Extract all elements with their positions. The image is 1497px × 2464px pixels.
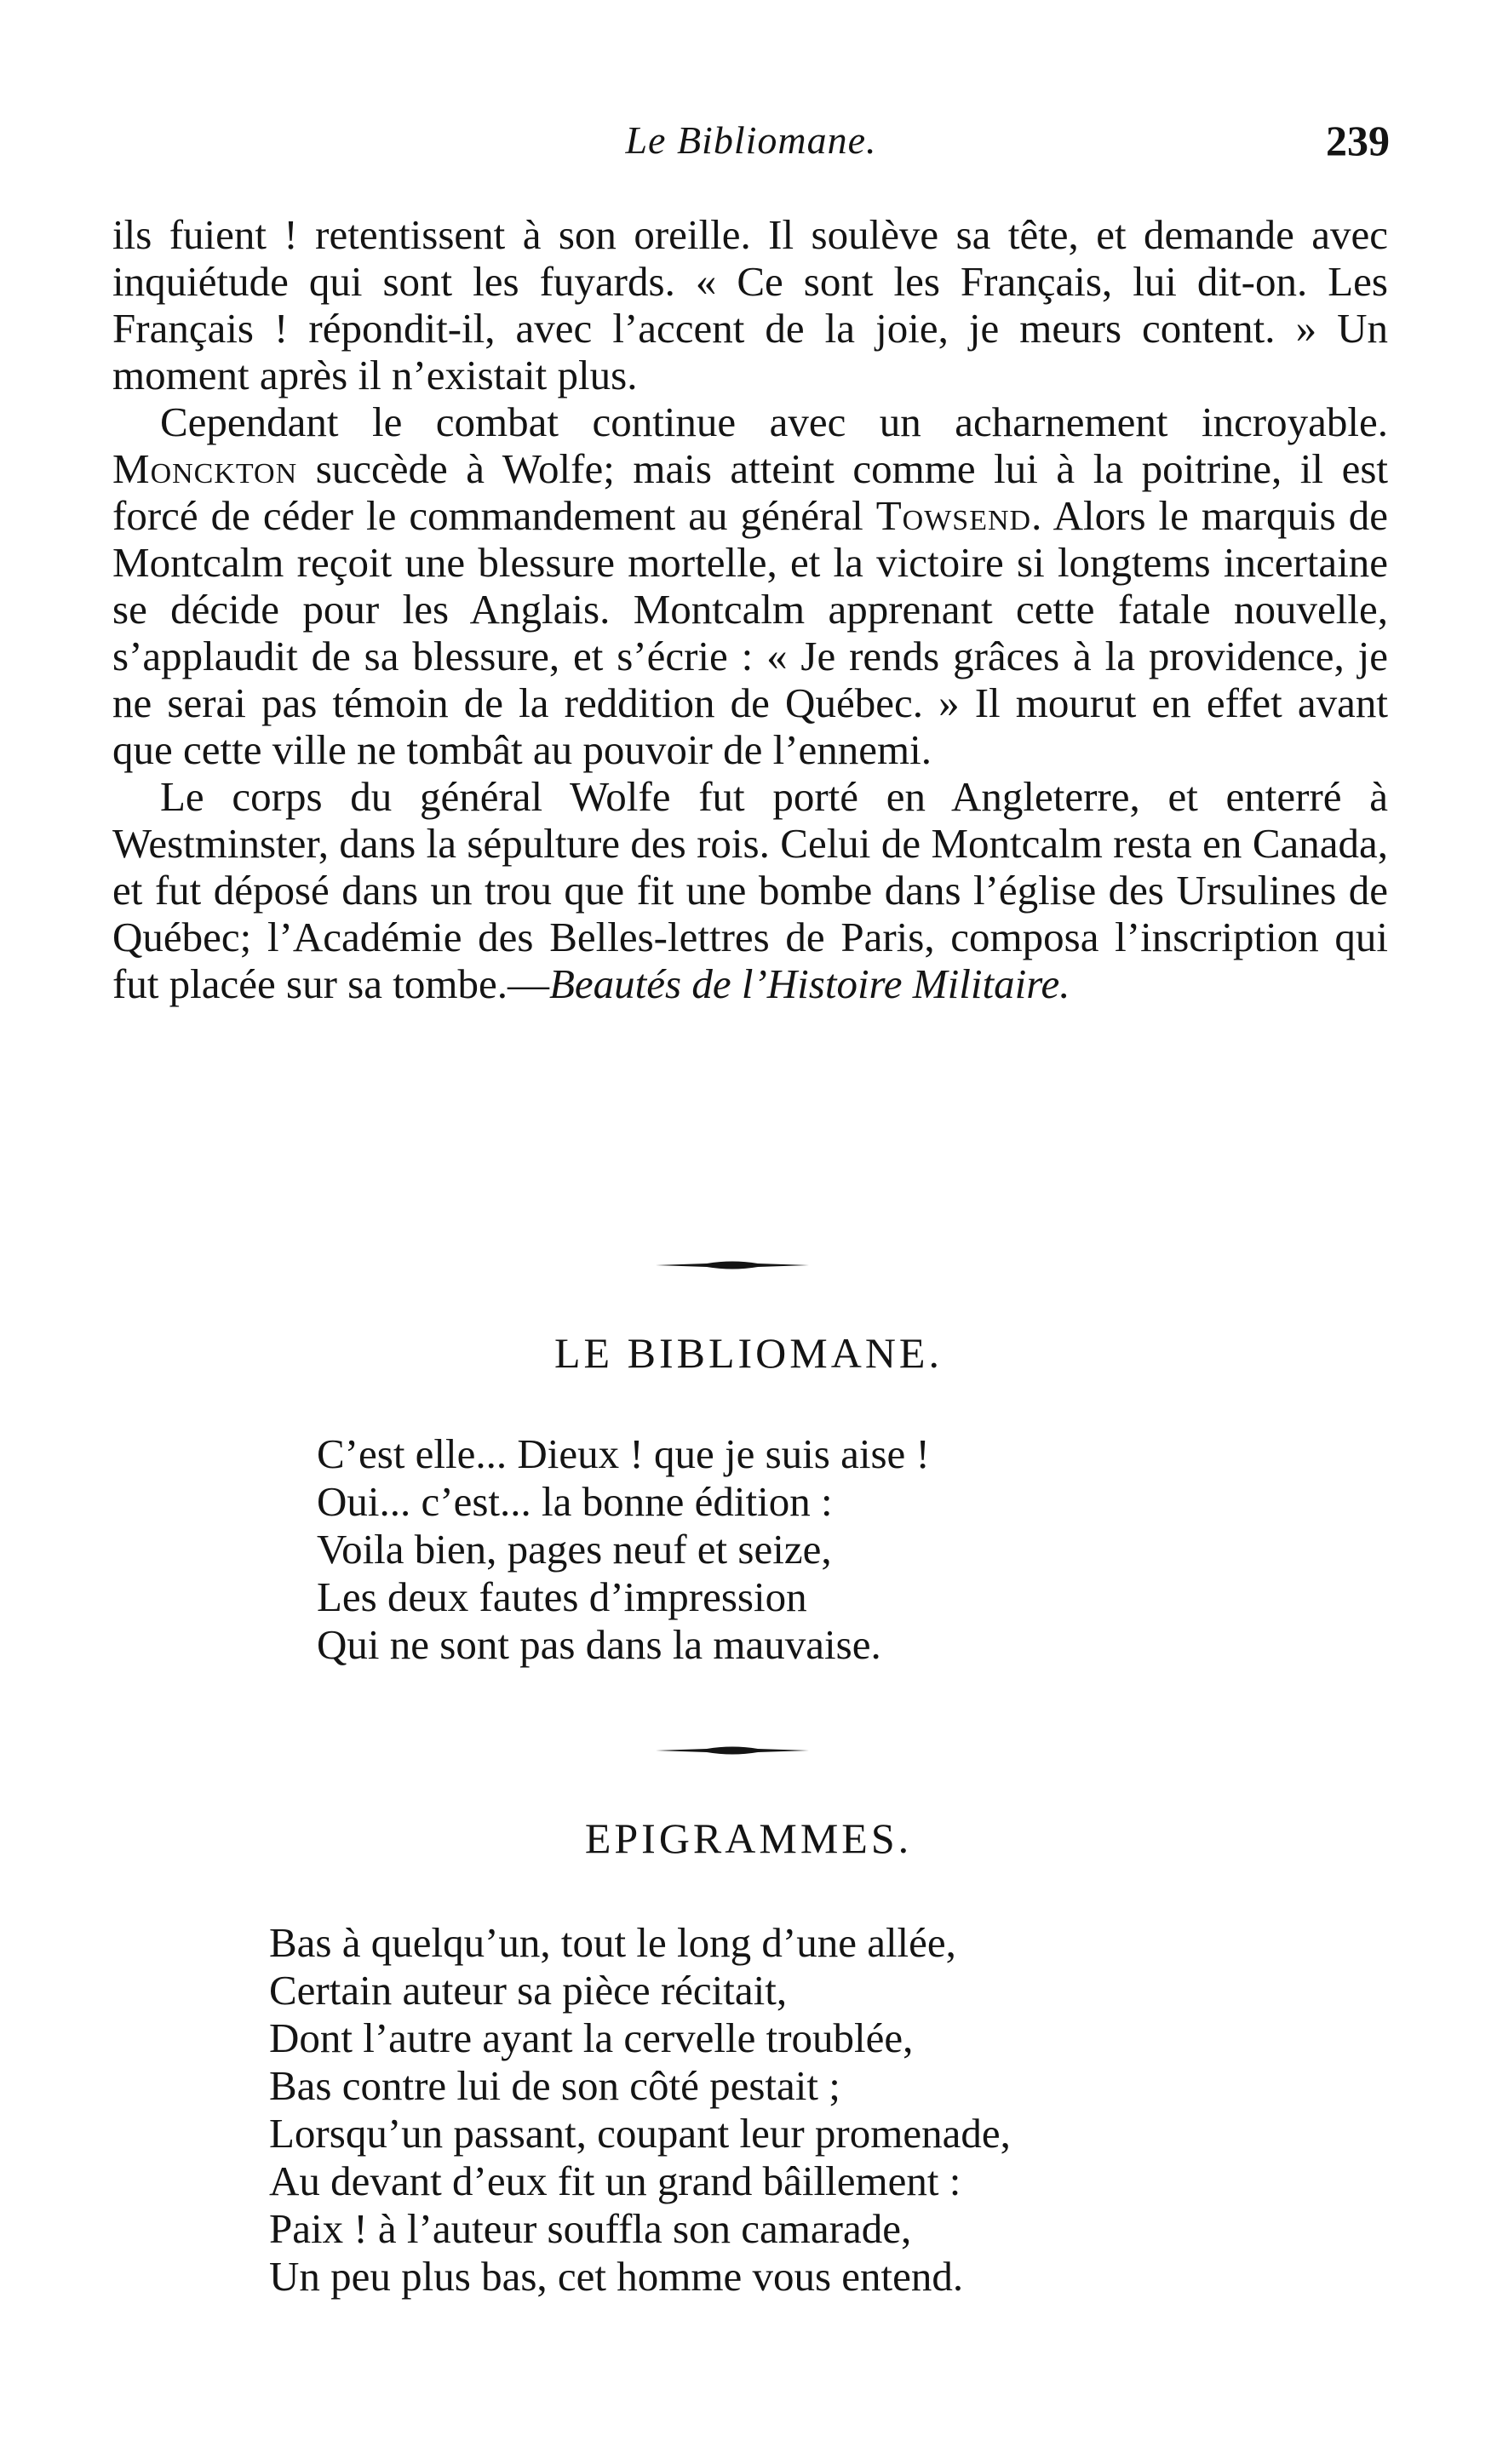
name-moncton: Monckton (112, 445, 298, 492)
running-title: Le Bibliomane. (625, 118, 877, 162)
paragraph-1-text: ils fuient ! retentissent à son oreille. Il soulève sa tête, et demande avec inquiétude qui sont les fuyards. « Ce sont les Français, lui dit-on. Les Français ! répondit-il, avec l’accent de la joie, je meurs content. » Un moment après il n’existait plus. (112, 211, 1388, 398)
paragraph-3 (112, 773, 1388, 1007)
verse-line: Qui ne sont pas dans la mauvaise. (317, 1621, 881, 1668)
verse-line: Au devant d’eux fit un grand bâillement : (269, 2157, 961, 2204)
verse-line: Les deux fautes d’impression (317, 1573, 807, 1620)
ornament-divider (656, 1744, 809, 1757)
paragraph-2-text-a: Cependant le combat continue avec un acharnement incroyable. (160, 398, 1388, 445)
poem-epigrammes (269, 1919, 1011, 2301)
article-text (112, 211, 1388, 1007)
paragraph-1 (112, 211, 1388, 398)
page-number: 239 (1326, 117, 1390, 164)
verse-line: Oui... c’est... la bonne édition : (317, 1478, 833, 1525)
verse-line: Paix ! à l’auteur souffla son camarade, (269, 2205, 912, 2252)
source-citation: Beautés de l’Histoire Militaire. (548, 960, 1070, 1007)
section-title-epigrammes: EPIGRAMMES. (584, 1814, 913, 1862)
verse-line: Lorsqu’un passant, coupant leur promenade, (269, 2110, 1011, 2157)
section-title-bibliomane: LE BIBLIOMANE. (554, 1329, 943, 1377)
verse-line: Bas contre lui de son côté pestait ; (269, 2062, 840, 2109)
paragraph-2 (112, 398, 1388, 773)
paragraph-2-text-b: succède à Wolfe; mais atteint comme lui à la poitrine, il est forcé de céder le commandement au général (112, 445, 1388, 539)
name-towsend: Towsend. (875, 492, 1043, 539)
paragraph-3-text: Le corps du général Wolfe fut porté en Angleterre, et enterré à Westminster, dans la sépulture des rois. Celui de Montcalm resta en Canada, et fut déposé dans un trou que fit une bombe dans l’église des Ursulines de Québec; l’Académie des Belles-lettres de Paris, composa l’inscription qui fut placée sur sa tombe.— (112, 773, 1388, 1007)
verse-line: C’est elle... Dieux ! que je suis aise ! (317, 1430, 930, 1477)
verse-line: Voila bien, pages neuf et seize, (317, 1526, 832, 1573)
paragraph-2-text-c: Alors le marquis de Montcalm reçoit une blessure mortelle, et la victoire si longtems incertaine se décide pour les Anglais. Montcalm apprenant cette fatale nouvelle, s’applaudit de sa blessure, et s’écrie : « Je rends grâces à la providence, je ne serai pas témoin de la reddition de Québec. » Il mourut en effet avant que cette ville ne tombât au pouvoir de l’ennemi. (112, 492, 1388, 773)
verse-line: Bas à quelqu’un, tout le long d’une allée, (269, 1919, 956, 1966)
page-header (112, 117, 1390, 169)
ornament-divider (656, 1258, 809, 1272)
verse-line: Dont l’autre ayant la cervelle troublée, (269, 2014, 914, 2061)
verse-line: Certain auteur sa pièce récitait, (269, 1967, 788, 2014)
verse-line: Un peu plus bas, cet homme vous entend. (269, 2253, 964, 2300)
poem-bibliomane (317, 1430, 930, 1669)
